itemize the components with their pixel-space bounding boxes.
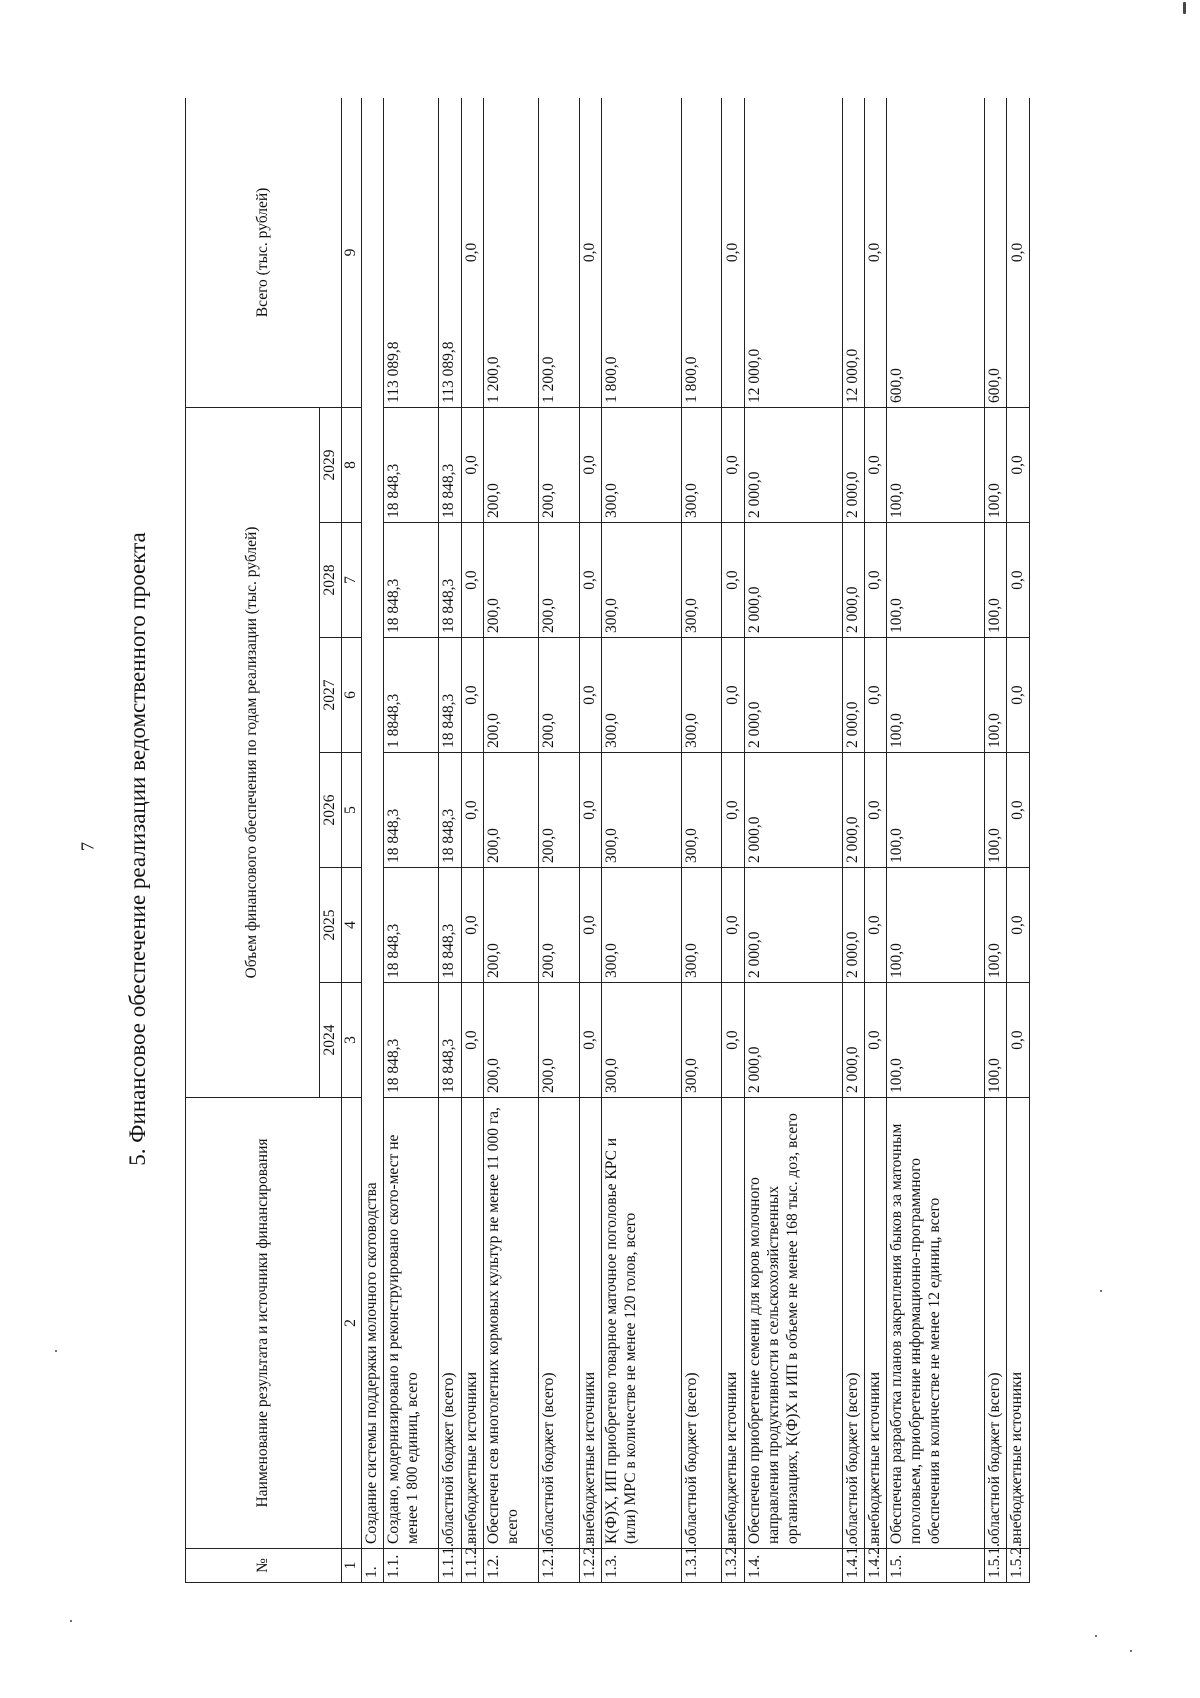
table-row xyxy=(985,98,1007,1583)
header-year: 2025 xyxy=(320,868,342,983)
row-year-value: 1 8848,3 xyxy=(384,638,439,753)
row-year-value: 200,0 xyxy=(539,753,580,868)
row-total: 0,0 xyxy=(579,98,601,407)
row-year-value: 300,0 xyxy=(681,983,722,1098)
row-number: 1.2.1. xyxy=(539,1549,580,1583)
row-number: 1.3.1. xyxy=(681,1549,722,1583)
row-year-value: 0,0 xyxy=(579,868,601,983)
row-year-value: 2 000,0 xyxy=(744,523,842,638)
scan-speck xyxy=(1183,2,1186,14)
header-name: Наименование результата и источники финансирования xyxy=(186,1098,342,1549)
header-year: 2029 xyxy=(320,407,342,522)
row-year-value: 100,0 xyxy=(887,983,985,1098)
row-year-value: 300,0 xyxy=(602,868,681,983)
column-number: 6 xyxy=(342,638,362,753)
financing-table xyxy=(185,98,1030,1583)
row-year-value: 200,0 xyxy=(484,638,539,753)
row-year-value: 0,0 xyxy=(461,523,483,638)
row-year-value: 2 000,0 xyxy=(744,753,842,868)
row-name: областной бюджет (всего) xyxy=(439,1098,461,1549)
table-row xyxy=(579,98,601,1583)
row-number: 1.3. xyxy=(602,1549,681,1583)
row-year-value: 2 000,0 xyxy=(842,753,864,868)
header-year: 2027 xyxy=(320,638,342,753)
row-total: 12 000,0 xyxy=(744,98,842,407)
row-year-value: 300,0 xyxy=(681,638,722,753)
row-year-value: 18 848,3 xyxy=(384,407,439,522)
table-row xyxy=(722,98,744,1583)
row-year-value: 18 848,3 xyxy=(439,753,461,868)
row-year-value: 300,0 xyxy=(602,983,681,1098)
table-row xyxy=(602,98,681,1583)
row-year-value: 0,0 xyxy=(864,753,886,868)
table-row xyxy=(1007,98,1030,1583)
page-number: 7 xyxy=(77,842,98,851)
row-total: 600,0 xyxy=(985,98,1007,407)
row-name: внебюджетные источники xyxy=(722,1098,744,1549)
row-year-value: 0,0 xyxy=(864,407,886,522)
row-year-value: 300,0 xyxy=(602,638,681,753)
row-year-value: 0,0 xyxy=(1007,983,1030,1098)
row-name: Обеспечен сев многолетних кормовых культур не менее 11 000 га, всего xyxy=(484,1098,539,1549)
row-year-value: 0,0 xyxy=(864,868,886,983)
row-year-value: 18 848,3 xyxy=(439,868,461,983)
row-total: 1 200,0 xyxy=(484,98,539,407)
row-year-value: 18 848,3 xyxy=(439,638,461,753)
table-row xyxy=(539,98,580,1583)
row-total: 0,0 xyxy=(864,98,886,407)
row-name: внебюджетные источники xyxy=(864,1098,886,1549)
row-year-value: 0,0 xyxy=(579,983,601,1098)
row-year-value: 300,0 xyxy=(681,523,722,638)
row-year-value: 300,0 xyxy=(681,407,722,522)
header-year: 2024 xyxy=(320,983,342,1098)
row-year-value: 0,0 xyxy=(461,983,483,1098)
row-year-value: 200,0 xyxy=(484,868,539,983)
row-year-value: 0,0 xyxy=(579,407,601,522)
row-year-value: 2 000,0 xyxy=(842,407,864,522)
section-row xyxy=(362,98,384,1583)
row-year-value: 100,0 xyxy=(985,983,1007,1098)
row-year-value: 100,0 xyxy=(887,753,985,868)
row-year-value: 0,0 xyxy=(722,753,744,868)
row-year-value: 200,0 xyxy=(484,983,539,1098)
row-total: 1 800,0 xyxy=(602,98,681,407)
row-year-value: 18 848,3 xyxy=(384,868,439,983)
row-year-value: 100,0 xyxy=(887,638,985,753)
table-row xyxy=(461,98,483,1583)
row-total: 1 200,0 xyxy=(539,98,580,407)
row-year-value: 0,0 xyxy=(864,523,886,638)
row-year-value: 0,0 xyxy=(579,753,601,868)
row-name: К(Ф)Х, ИП приобретено товарное маточное поголовье КРС и (или) МРС в количестве не менее 120 голов, всего xyxy=(602,1098,681,1549)
row-year-value: 0,0 xyxy=(864,638,886,753)
table-row xyxy=(864,98,886,1583)
row-year-value: 18 848,3 xyxy=(384,753,439,868)
row-name: областной бюджет (всего) xyxy=(539,1098,580,1549)
row-name: областной бюджет (всего) xyxy=(985,1098,1007,1549)
row-total: 113 089,8 xyxy=(439,98,461,407)
row-total: 0,0 xyxy=(722,98,744,407)
column-number: 2 xyxy=(342,1098,362,1549)
header-volume: Объем финансового обеспечения по годам реализации (тыс. рублей) xyxy=(186,407,320,1097)
row-name: внебюджетные источники xyxy=(1007,1098,1030,1549)
row-name: внебюджетные источники xyxy=(461,1098,483,1549)
row-number: 1.5.2. xyxy=(1007,1549,1030,1583)
table-row xyxy=(887,98,985,1583)
row-number: 1.1. xyxy=(384,1549,439,1583)
row-year-value: 2 000,0 xyxy=(744,983,842,1098)
row-year-value: 100,0 xyxy=(887,868,985,983)
row-total: 600,0 xyxy=(887,98,985,407)
row-number: 1.4. xyxy=(744,1549,842,1583)
column-number: 8 xyxy=(342,407,362,522)
column-number: 7 xyxy=(342,523,362,638)
row-number: 1.5.1. xyxy=(985,1549,1007,1583)
row-year-value: 300,0 xyxy=(602,407,681,522)
table-row xyxy=(681,98,722,1583)
row-year-value: 100,0 xyxy=(887,523,985,638)
row-year-value: 100,0 xyxy=(985,868,1007,983)
row-total: 0,0 xyxy=(1007,98,1030,407)
column-number: 1 xyxy=(342,1549,362,1583)
row-number: 1.1.1. xyxy=(439,1549,461,1583)
row-year-value: 2 000,0 xyxy=(842,523,864,638)
row-year-value: 0,0 xyxy=(722,523,744,638)
row-year-value: 200,0 xyxy=(539,868,580,983)
row-year-value: 100,0 xyxy=(985,407,1007,522)
row-year-value: 0,0 xyxy=(722,407,744,522)
row-year-value: 18 848,3 xyxy=(439,523,461,638)
row-name: Создано, модернизировано и реконструировано ското-мест не менее 1 800 единиц, всего xyxy=(384,1098,439,1549)
column-number: 9 xyxy=(342,98,362,407)
scan-speck xyxy=(1130,1650,1132,1652)
scan-speck xyxy=(1100,1290,1102,1292)
row-year-value: 18 848,3 xyxy=(439,983,461,1098)
row-year-value: 2 000,0 xyxy=(842,983,864,1098)
row-year-value: 200,0 xyxy=(539,523,580,638)
scan-speck xyxy=(70,1620,72,1622)
column-number-row xyxy=(342,98,362,1583)
table-row xyxy=(744,98,842,1583)
section-no: 1. xyxy=(362,1549,384,1583)
row-year-value: 200,0 xyxy=(484,753,539,868)
row-total: 1 800,0 xyxy=(681,98,722,407)
row-year-value: 0,0 xyxy=(1007,868,1030,983)
header-no: № xyxy=(186,1549,342,1583)
document-title: 5. Финансовое обеспечение реализации ведомственного проекта xyxy=(125,532,150,1166)
row-year-value: 200,0 xyxy=(539,407,580,522)
row-year-value: 0,0 xyxy=(461,407,483,522)
header-total: Всего (тыс. рублей) xyxy=(186,98,342,407)
row-year-value: 300,0 xyxy=(602,523,681,638)
table-row xyxy=(439,98,461,1583)
table-row xyxy=(484,98,539,1583)
row-total: 0,0 xyxy=(461,98,483,407)
row-year-value: 0,0 xyxy=(1007,753,1030,868)
row-year-value: 0,0 xyxy=(1007,407,1030,522)
row-year-value: 0,0 xyxy=(579,523,601,638)
row-number: 1.4.1. xyxy=(842,1549,864,1583)
row-name: областной бюджет (всего) xyxy=(842,1098,864,1549)
row-name: Обеспечено приобретение семени для коров молочного направления продуктивности в сельскохозяйственных организациях, К(Ф)Х и ИП в объеме не менее 168 тыс. доз, всего xyxy=(744,1098,842,1549)
row-year-value: 18 848,3 xyxy=(384,983,439,1098)
row-total: 113 089,8 xyxy=(384,98,439,407)
row-year-value: 100,0 xyxy=(985,638,1007,753)
table-row xyxy=(842,98,864,1583)
row-year-value: 0,0 xyxy=(461,868,483,983)
row-year-value: 100,0 xyxy=(887,407,985,522)
row-year-value: 2 000,0 xyxy=(744,868,842,983)
row-year-value: 200,0 xyxy=(484,523,539,638)
scan-speck xyxy=(55,1350,57,1352)
header-year: 2028 xyxy=(320,523,342,638)
row-year-value: 0,0 xyxy=(579,638,601,753)
row-year-value: 0,0 xyxy=(461,753,483,868)
row-year-value: 2 000,0 xyxy=(744,638,842,753)
row-year-value: 2 000,0 xyxy=(744,407,842,522)
row-year-value: 0,0 xyxy=(1007,638,1030,753)
row-year-value: 100,0 xyxy=(985,523,1007,638)
row-number: 1.4.2. xyxy=(864,1549,886,1583)
row-total: 12 000,0 xyxy=(842,98,864,407)
row-name: внебюджетные источники xyxy=(579,1098,601,1549)
row-year-value: 200,0 xyxy=(539,638,580,753)
row-year-value: 300,0 xyxy=(602,753,681,868)
row-year-value: 300,0 xyxy=(681,868,722,983)
scan-speck xyxy=(1095,1635,1097,1637)
row-year-value: 2 000,0 xyxy=(842,638,864,753)
row-year-value: 18 848,3 xyxy=(384,523,439,638)
row-number: 1.1.2. xyxy=(461,1549,483,1583)
row-year-value: 0,0 xyxy=(722,983,744,1098)
column-number: 3 xyxy=(342,983,362,1098)
section-title: Создание системы поддержки молочного скотоводства xyxy=(362,98,384,1549)
column-number: 5 xyxy=(342,753,362,868)
row-year-value: 100,0 xyxy=(985,753,1007,868)
row-year-value: 0,0 xyxy=(864,983,886,1098)
row-number: 1.3.2. xyxy=(722,1549,744,1583)
row-year-value: 200,0 xyxy=(484,407,539,522)
row-year-value: 200,0 xyxy=(539,983,580,1098)
row-year-value: 300,0 xyxy=(681,753,722,868)
row-year-value: 0,0 xyxy=(722,638,744,753)
row-year-value: 0,0 xyxy=(461,638,483,753)
column-number: 4 xyxy=(342,868,362,983)
table-row xyxy=(384,98,439,1583)
row-name: областной бюджет (всего) xyxy=(681,1098,722,1549)
row-year-value: 2 000,0 xyxy=(842,868,864,983)
row-year-value: 0,0 xyxy=(722,868,744,983)
row-number: 1.2. xyxy=(484,1549,539,1583)
header-year: 2026 xyxy=(320,753,342,868)
row-number: 1.5. xyxy=(887,1549,985,1583)
row-year-value: 18 848,3 xyxy=(439,407,461,522)
row-name: Обеспечена разработка планов закрепления быков за маточным поголовьем, приобретение информационно-программного обеспечения в количестве не менее 12 единиц, всего xyxy=(887,1098,985,1549)
row-year-value: 0,0 xyxy=(1007,523,1030,638)
row-number: 1.2.2. xyxy=(579,1549,601,1583)
financing-table-container xyxy=(185,98,1030,1583)
